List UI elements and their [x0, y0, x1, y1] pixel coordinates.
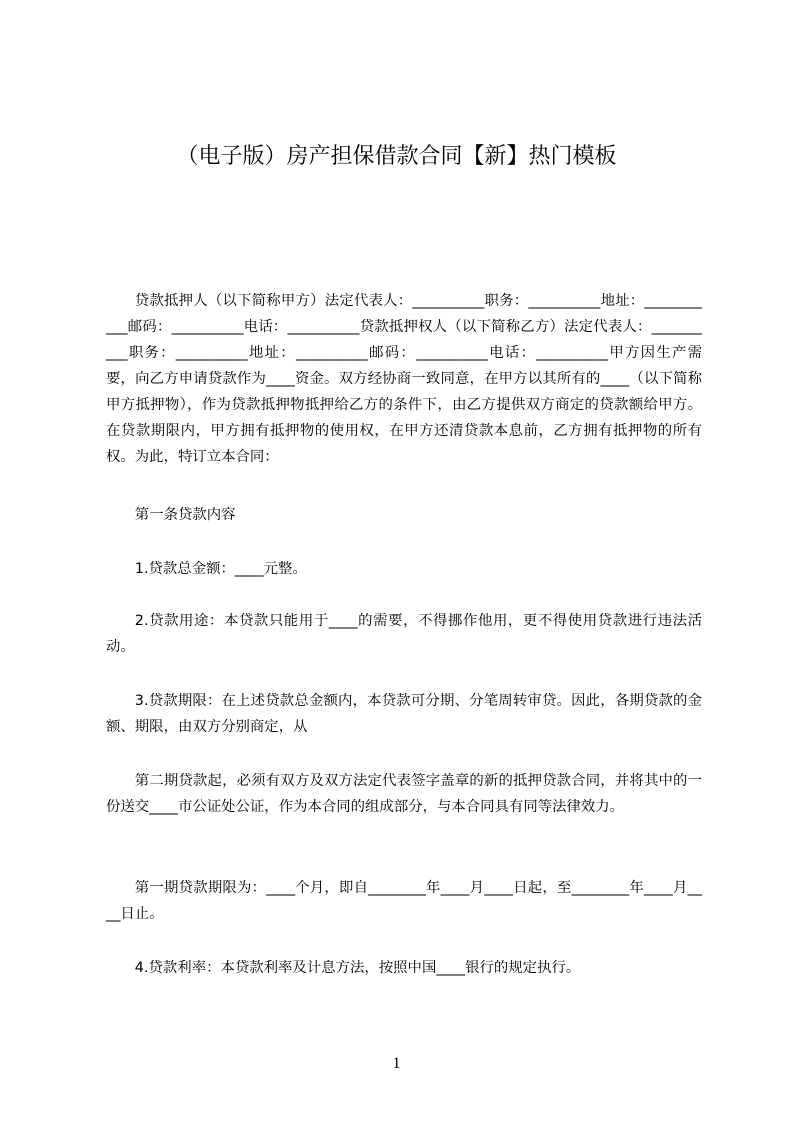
- clause-loan-term: 3.贷款期限：在上述贷款总金额内，本贷款可分期、分笔周转审贷。因此，各期贷款的金额、期限，由双方分别商定，从: [106, 693, 702, 735]
- section-heading-article-1: 第一条贷款内容: [134, 507, 236, 523]
- clause-loan-purpose: 2.贷款用途：本贷款只能用于____的需要，不得挪作他用，更不得使用贷款进行违法活动。: [106, 613, 702, 655]
- clause-first-loan-term: 第一期贷款期限为：____个月，即自________年____月____日起，至________年____月____日止。: [106, 880, 702, 922]
- intro-paragraph: 贷款抵押人（以下简称甲方）法定代表人：__________职务：__________地址：___________邮码：__________电话：__________贷款抵押权人（以下简称乙方）法定代表人：__________职务：__________地址：__________邮码：__________电话：__________甲方因生产需要，向乙方申请贷款作为____资金。双方经协商一致同意，在甲方以其所有的____（以下简称甲方抵押物），作为贷款抵押物抵押给乙方的条件下，由乙方提供双方商定的贷款额给甲方。在贷款期限内，甲方拥有抵押物的使用权，在甲方还清贷款本息前，乙方拥有抵押物的所有权。为此，特订立本合同：: [106, 293, 702, 465]
- document-title: （电子版）房产担保借款合同【新】热门模板: [176, 144, 617, 169]
- clause-loan-amount: 1.贷款总金额：____元整。: [134, 561, 307, 577]
- clause-interest-rate: 4.贷款利率：本贷款利率及计息方法，按照中国____银行的规定执行。: [134, 960, 581, 976]
- page-number: 1: [392, 1055, 401, 1072]
- clause-second-loan: 第二期贷款起，必须有双方及双方法定代表签字盖章的新的抵押贷款合同，并将其中的一份送交____市公证处公证，作为本合同的组成部分，与本合同具有同等法律效力。: [106, 773, 702, 815]
